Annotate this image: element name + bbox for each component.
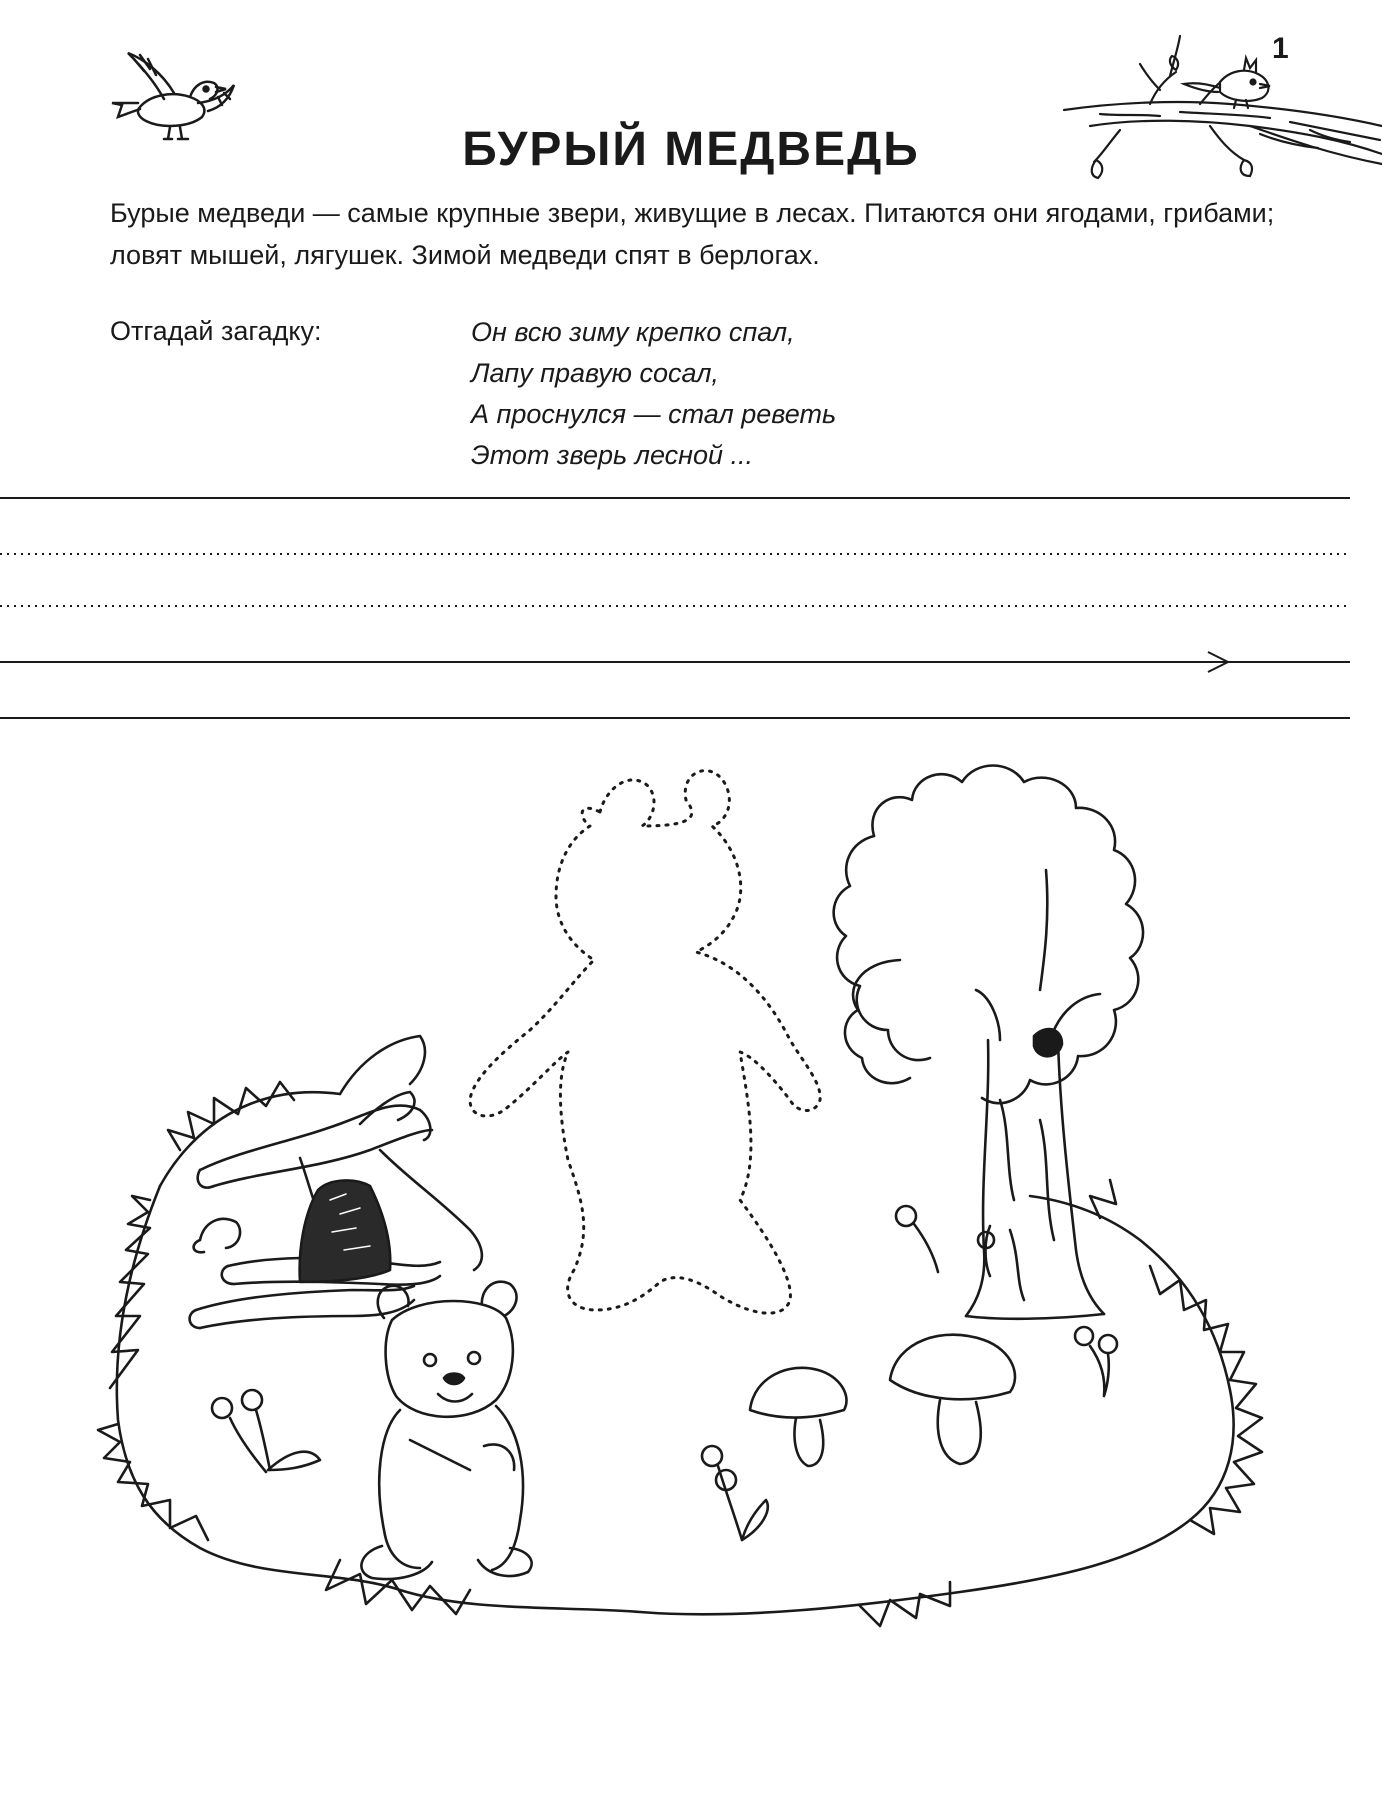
mushrooms (750, 1335, 1015, 1466)
coloring-scene[interactable] (0, 740, 1382, 1800)
bear-outline-dotted[interactable] (470, 771, 820, 1314)
riddle-prompt: Отгадай загадку: (110, 316, 322, 346)
bear-cub (361, 1282, 531, 1579)
riddle-line: Этот зверь лесной ... (471, 440, 754, 470)
page-number: 1 (1272, 32, 1289, 65)
grass-meadow (98, 1036, 1262, 1626)
riddle-line: А проснулся — стал реветь (471, 399, 837, 429)
riddle-line: Он всю зиму крепко спал, (471, 317, 795, 347)
page-title: БУРЫЙ МЕДВЕДЬ (462, 123, 920, 176)
riddle-verse (471, 312, 836, 476)
answer-writing-lines[interactable] (0, 490, 1382, 730)
tree (834, 766, 1143, 1319)
riddle-line: Лапу правую сосал, (471, 358, 719, 388)
intro-text: Бурые медведи — самые крупные звери, живущие в лесах. Питаются они ягодами, грибами; ловят мышей, лягушек. Зимой медведи спят в берлогах. (110, 198, 1275, 270)
